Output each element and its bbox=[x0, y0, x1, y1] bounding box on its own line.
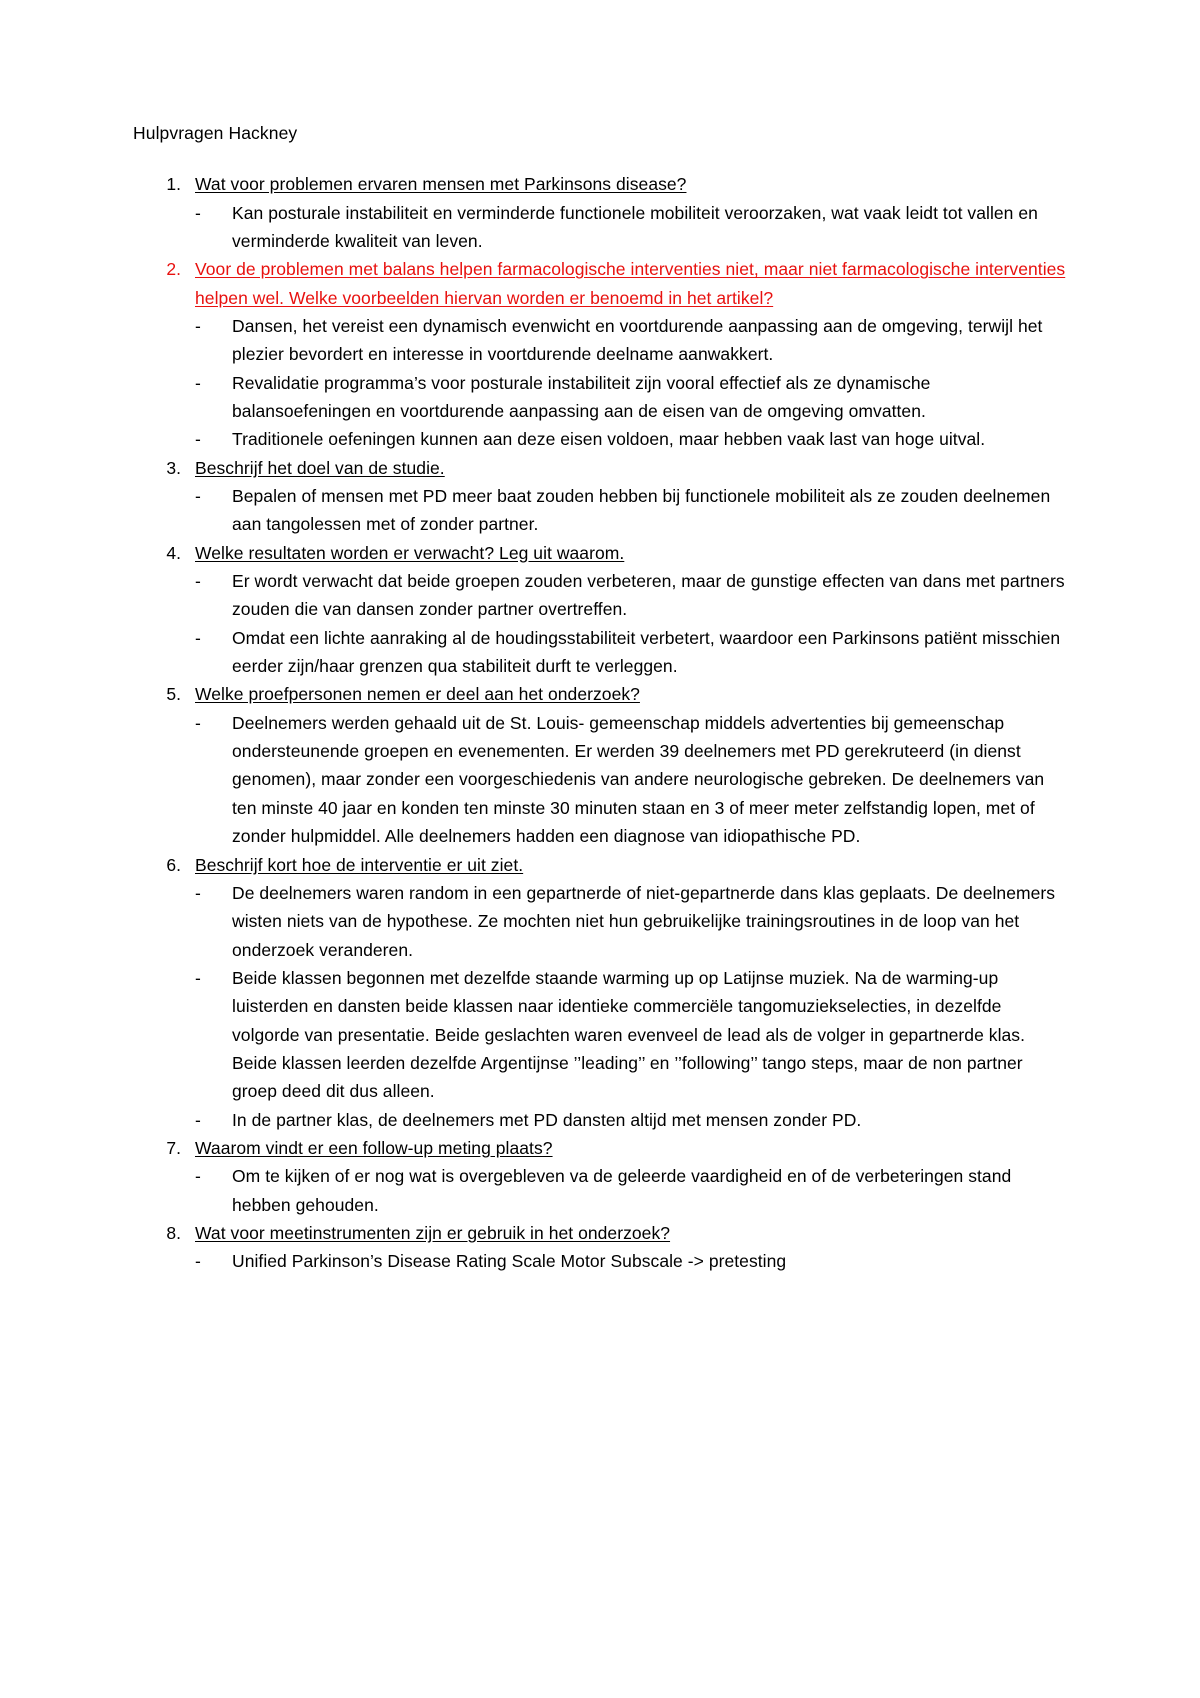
question-item bbox=[133, 539, 1070, 681]
answer-item bbox=[195, 1247, 1070, 1275]
question-text: Welke proefpersonen nemen er deel aan het onderzoek? bbox=[195, 684, 640, 705]
question-number: 5. bbox=[166, 684, 181, 705]
question-number: 6. bbox=[166, 854, 181, 875]
question-text: Wat voor problemen ervaren mensen met Parkinsons disease? bbox=[195, 174, 687, 195]
answer-item bbox=[195, 879, 1070, 964]
answer-list bbox=[195, 312, 1070, 454]
answer-text: De deelnemers waren random in een gepartnerde of niet-gepartnerde dans klas geplaats. De deelnemers wisten niets van de hypothese. Ze mochten niet hun gebruikelijke trainingsroutines in de loop van het onderzoek veranderen. bbox=[232, 882, 1056, 960]
answer-text: Bepalen of mensen met PD meer baat zouden hebben bij functionele mobiliteit als ze zouden deelnemen aan tangolessen met of zonder partner. bbox=[232, 486, 1051, 535]
answer-list bbox=[195, 482, 1070, 539]
question-number: 2. bbox=[166, 259, 181, 280]
answer-text: Er wordt verwacht dat beide groepen zouden verbeteren, maar de gunstige effecten van dans met partners zouden die van dansen zonder partner overtreffen. bbox=[232, 571, 1065, 620]
question-number: 8. bbox=[166, 1222, 181, 1243]
answer-list bbox=[195, 199, 1070, 256]
dash-bullet: - bbox=[195, 372, 201, 393]
answer-list bbox=[195, 879, 1070, 1134]
answer-item bbox=[195, 199, 1070, 256]
answer-item bbox=[195, 624, 1070, 681]
answer-text: Dansen, het vereist een dynamisch evenwicht en voortdurende aanpassing aan de omgeving, terwijl het plezier bevordert en interesse in voortdurende deelname aanwakkert. bbox=[232, 315, 1043, 365]
answer-text: Omdat een lichte aanraking al de houdingsstabiliteit verbetert, waardoor een Parkinsons patiënt misschien eerder zijn/haar grenzen qua stabiliteit durft te verleggen. bbox=[232, 627, 1061, 677]
answer-item bbox=[195, 482, 1070, 539]
dash-bullet: - bbox=[195, 882, 201, 903]
dash-bullet: - bbox=[195, 627, 201, 648]
dash-bullet: - bbox=[195, 571, 201, 592]
question-item bbox=[133, 1134, 1070, 1219]
question-item bbox=[133, 680, 1070, 850]
question-item bbox=[133, 170, 1070, 255]
dash-bullet: - bbox=[195, 1109, 201, 1130]
answer-text: Deelnemers werden gehaald uit de St. Louis- gemeenschap middels advertenties bij gemeenschap ondersteunende groepen en evenementen. Er werden 39 deelnemers met PD gerekruteerd (in dienst genomen), maar zonder een voorgeschiedenis van andere neurologische gebreken. De deelnemers van ten minste 40 jaar en konden ten minste 30 minuten staan en 3 of meer meter zelfstandig lopen, met of zonder hulpmiddel. Alle deelnemers hadden een diagnose van idiopathische PD. bbox=[232, 712, 1045, 847]
answer-item bbox=[195, 1106, 1070, 1134]
question-number: 7. bbox=[166, 1137, 181, 1158]
dash-bullet: - bbox=[195, 202, 201, 223]
question-item bbox=[133, 1219, 1070, 1276]
dash-bullet: - bbox=[195, 712, 201, 733]
dash-bullet: - bbox=[195, 429, 201, 450]
answer-item bbox=[195, 425, 1070, 453]
dash-bullet: - bbox=[195, 486, 201, 507]
question-list bbox=[133, 170, 1070, 1275]
answer-list bbox=[195, 1247, 1070, 1275]
answer-item bbox=[195, 1162, 1070, 1219]
question-text: Wat voor meetinstrumenten zijn er gebruik in het onderzoek? bbox=[195, 1222, 671, 1243]
question-text: Waarom vindt er een follow-up meting plaats? bbox=[195, 1137, 553, 1158]
dash-bullet: - bbox=[195, 315, 201, 336]
question-text: Voor de problemen met balans helpen farmacologische interventies niet, maar niet farmacologische interventies helpen wel. Welke voorbeelden hiervan worden er benoemd in het artikel? bbox=[195, 259, 1066, 308]
answer-text: Revalidatie programma’s voor posturale instabiliteit zijn vooral effectief als ze dynamische balansoefeningen en voortdurende aanpassing aan de eisen van de omgeving omvatten. bbox=[232, 372, 931, 421]
question-number: 3. bbox=[166, 457, 181, 478]
answer-text: Kan posturale instabiliteit en verminderde functionele mobiliteit veroorzaken, wat vaak leidt tot vallen en verminderde kwaliteit van leven. bbox=[232, 202, 1038, 251]
answer-item bbox=[195, 312, 1070, 369]
answer-text: In de partner klas, de deelnemers met PD dansten altijd met mensen zonder PD. bbox=[232, 1109, 862, 1130]
question-item bbox=[133, 454, 1070, 539]
answer-list bbox=[195, 1162, 1070, 1219]
answer-item bbox=[195, 964, 1070, 1106]
answer-item bbox=[195, 567, 1070, 624]
answer-text: Om te kijken of er nog wat is overgebleven va de geleerde vaardigheid en of de verbeteringen stand hebben gehouden. bbox=[232, 1166, 1012, 1215]
dash-bullet: - bbox=[195, 1166, 201, 1187]
question-number: 4. bbox=[166, 542, 181, 563]
answer-list bbox=[195, 567, 1070, 680]
answer-item bbox=[195, 369, 1070, 426]
question-item bbox=[133, 851, 1070, 1134]
dash-bullet: - bbox=[195, 967, 201, 988]
answer-list bbox=[195, 709, 1070, 851]
question-text: Beschrijf kort hoe de interventie er uit ziet. bbox=[195, 854, 524, 875]
question-number: 1. bbox=[166, 174, 181, 195]
question-item bbox=[133, 255, 1070, 453]
question-text: Welke resultaten worden er verwacht? Leg uit waarom. bbox=[195, 542, 625, 563]
question-text: Beschrijf het doel van de studie. bbox=[195, 457, 445, 478]
document-title: Hulpvragen Hackney bbox=[133, 123, 298, 143]
answer-item bbox=[195, 709, 1070, 851]
dash-bullet: - bbox=[195, 1251, 201, 1272]
answer-text: Unified Parkinson’s Disease Rating Scale Motor Subscale -> pretesting bbox=[232, 1251, 787, 1272]
answer-text: Beide klassen begonnen met dezelfde staande warming up op Latijnse muziek. Na de warming-up luisterden en dansten beide klassen naar identieke commerciële tangomuziekselecties, in dezelfde volgorde van presentatie. Beide geslachten waren evenveel de lead als de volger in gepartnerde klas. Beide klassen leerden dezelfde Argentijnse ’’leading’’ en ’’following’’ tango steps, maar de non partner groep deed dit dus alleen. bbox=[232, 967, 1026, 1102]
answer-text: Traditionele oefeningen kunnen aan deze eisen voldoen, maar hebben vaak last van hoge uitval. bbox=[232, 429, 986, 450]
